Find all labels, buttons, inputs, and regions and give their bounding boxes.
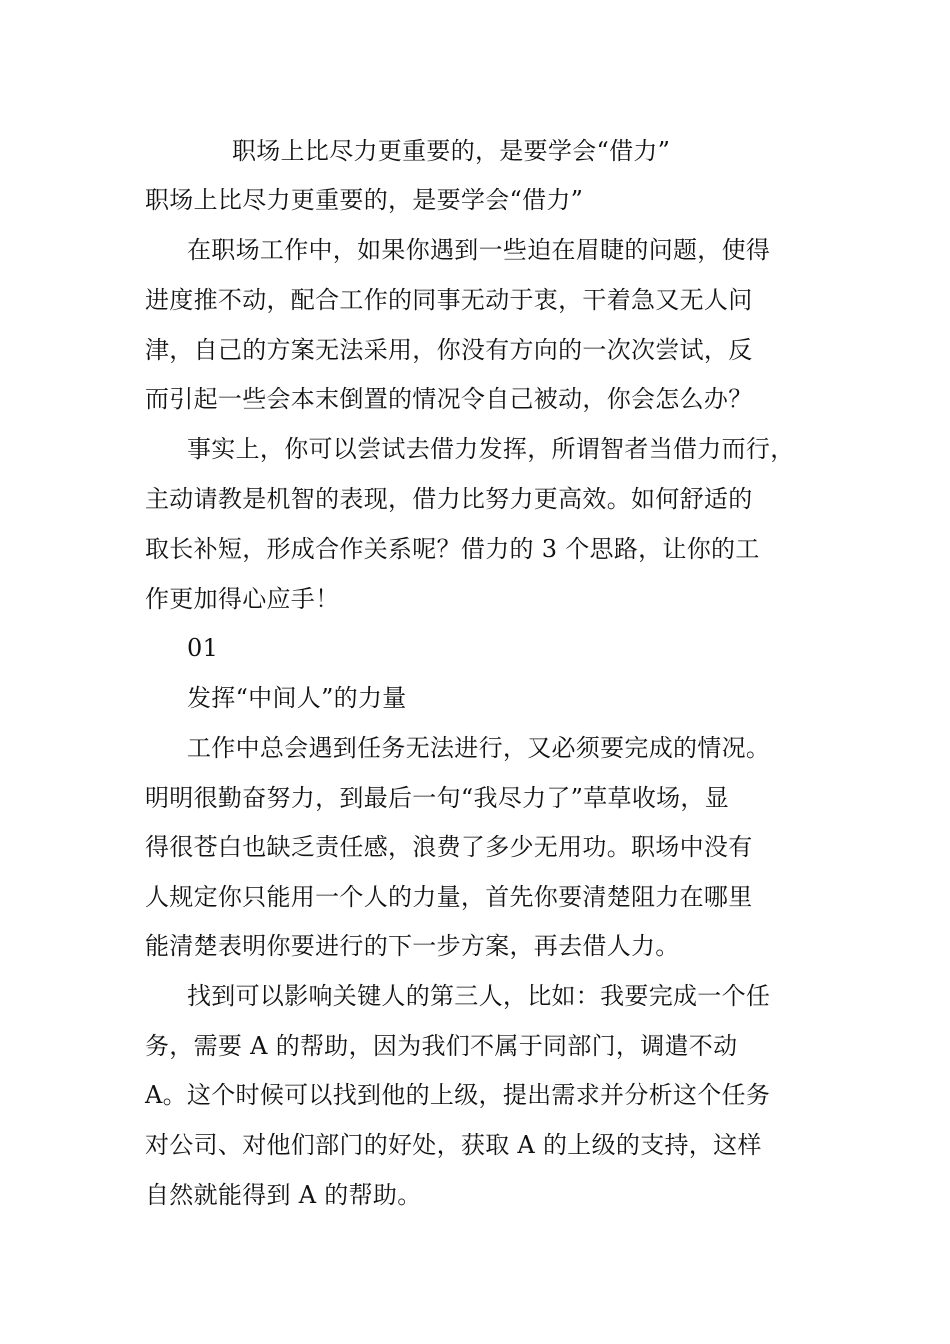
paragraph-line: 主动请教是机智的表现，借力比努力更高效。如何舒适的 — [145, 485, 753, 513]
paragraph-line: 工作中总会遇到任务无法进行，又必须要完成的情况。 — [187, 734, 771, 762]
paragraph-line: 取长补短，形成合作关系呢？借力的 3 个思路，让你的工 — [145, 535, 760, 563]
paragraph-line: 津，自己的方案无法采用，你没有方向的一次次尝试，反 — [145, 336, 753, 364]
section-title: 发挥“中间人”的力量 — [187, 684, 407, 712]
paragraph-line: 人规定你只能用一个人的力量，首先你要清楚阻力在哪里 — [145, 883, 753, 911]
paragraph-line: 进度推不动，配合工作的同事无动于衷，干着急又无人问 — [145, 286, 753, 314]
document-subtitle: 职场上比尽力更重要的，是要学会“借力” — [145, 186, 584, 214]
paragraph-line: 在职场工作中，如果你遇到一些迫在眉睫的问题，使得 — [187, 236, 771, 264]
paragraph-line: 得很苍白也缺乏责任感，浪费了多少无用功。职场中没有 — [145, 833, 753, 861]
paragraph-line: 能清楚表明你要进行的下一步方案，再去借人力。 — [145, 932, 680, 960]
paragraph-line: 找到可以影响关键人的第三人，比如：我要完成一个任 — [187, 982, 771, 1010]
paragraph-line: 自然就能得到 A 的帮助。 — [145, 1181, 422, 1209]
paragraph-line: 而引起一些会本末倒置的情况令自己被动，你会怎么办？ — [145, 385, 753, 413]
paragraph-line: 对公司、对他们部门的好处，获取 A 的上级的支持，这样 — [145, 1131, 762, 1159]
document-heading: 职场上比尽力更重要的，是要学会“借力” — [232, 137, 671, 165]
paragraph-line: 事实上，你可以尝试去借力发挥，所谓智者当借力而行， — [187, 435, 795, 463]
paragraph-line: 作更加得心应手！ — [145, 585, 340, 613]
section-number: 01 — [187, 634, 219, 662]
paragraph-line: A。这个时候可以找到他的上级，提出需求并分析这个任务 — [145, 1081, 771, 1109]
paragraph-line: 明明很勤奋努力，到最后一句“我尽力了”草草收场，显 — [145, 784, 730, 812]
paragraph-line: 务，需要 A 的帮助，因为我们不属于同部门，调遣不动 — [145, 1032, 738, 1060]
